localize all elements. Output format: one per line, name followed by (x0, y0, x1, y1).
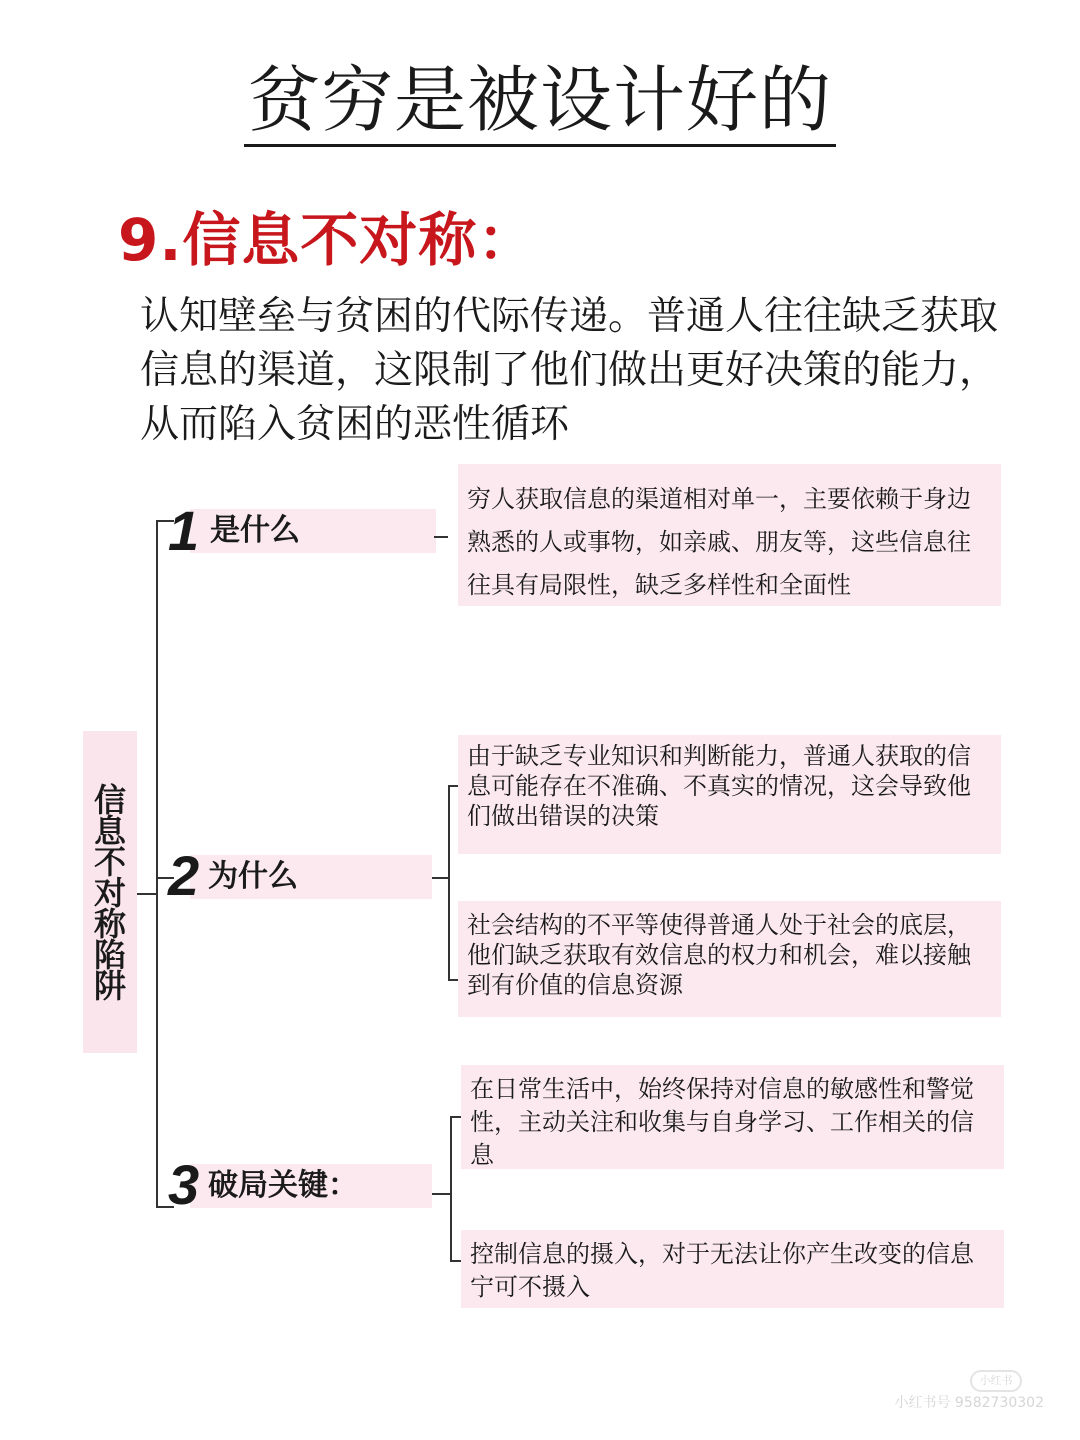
connector (448, 979, 458, 981)
mindmap-root-label: 信息不对称陷阱 (93, 781, 126, 1005)
page-title-text: 贫穷是被设计好的 (244, 58, 836, 147)
branch-2-card-1 (458, 735, 1001, 854)
connector (448, 785, 458, 787)
connector (434, 536, 448, 538)
card-text: 社会结构的不平等使得普通人处于社会的底层，他们缺乏获取有效信息的权力和机会，难以接触到有价值的信息资源 (467, 911, 971, 999)
watermark-text: 小红书号 9582730302 (894, 1395, 1044, 1411)
branch-1-number: 1 (168, 499, 200, 562)
connector (448, 785, 450, 981)
branch-3-card-2 (461, 1230, 1004, 1308)
connector (432, 1193, 452, 1195)
card-text: 由于缺乏专业知识和判断能力，普通人获取的信息可能存在不准确、不真实的情况，这会导致他们做出错误的决策 (467, 742, 971, 830)
connector (450, 1116, 452, 1262)
branch-1-card-1 (458, 464, 1001, 606)
page-title (0, 52, 1080, 148)
card-text: 穷人获取信息的渠道相对单一，主要依赖于身边熟悉的人或事物，如亲戚、朋友等，这些信息往往具有局限性，缺乏多样性和全面性 (467, 485, 971, 599)
intro-paragraph: 认知壁垒与贫困的代际传递。普通人往往缺乏获取信息的渠道，这限制了他们做出更好决策的能力，从而陷入贫困的恶性循环 (140, 294, 999, 447)
branch-3-number: 3 (168, 1153, 200, 1216)
watermark-logo: 小红书 (970, 1370, 1022, 1392)
branch-3-label: 破局关键： (208, 1168, 358, 1203)
branch-2-label: 为什么 (208, 859, 298, 894)
connector (156, 520, 158, 1208)
section-heading: 9.信息不对称： (118, 206, 537, 274)
branch-1-label: 是什么 (210, 513, 300, 548)
card-text: 在日常生活中，始终保持对信息的敏感性和警觉性，主动关注和收集与自身学习、工作相关的信息 (470, 1075, 974, 1169)
branch-2-number: 2 (168, 844, 200, 907)
card-text: 控制信息的摄入，对于无法让你产生改变的信息宁可不摄入 (470, 1240, 974, 1301)
connector (137, 893, 157, 895)
branch-3-card-1 (461, 1065, 1004, 1169)
branch-2-card-2 (458, 901, 1001, 1017)
